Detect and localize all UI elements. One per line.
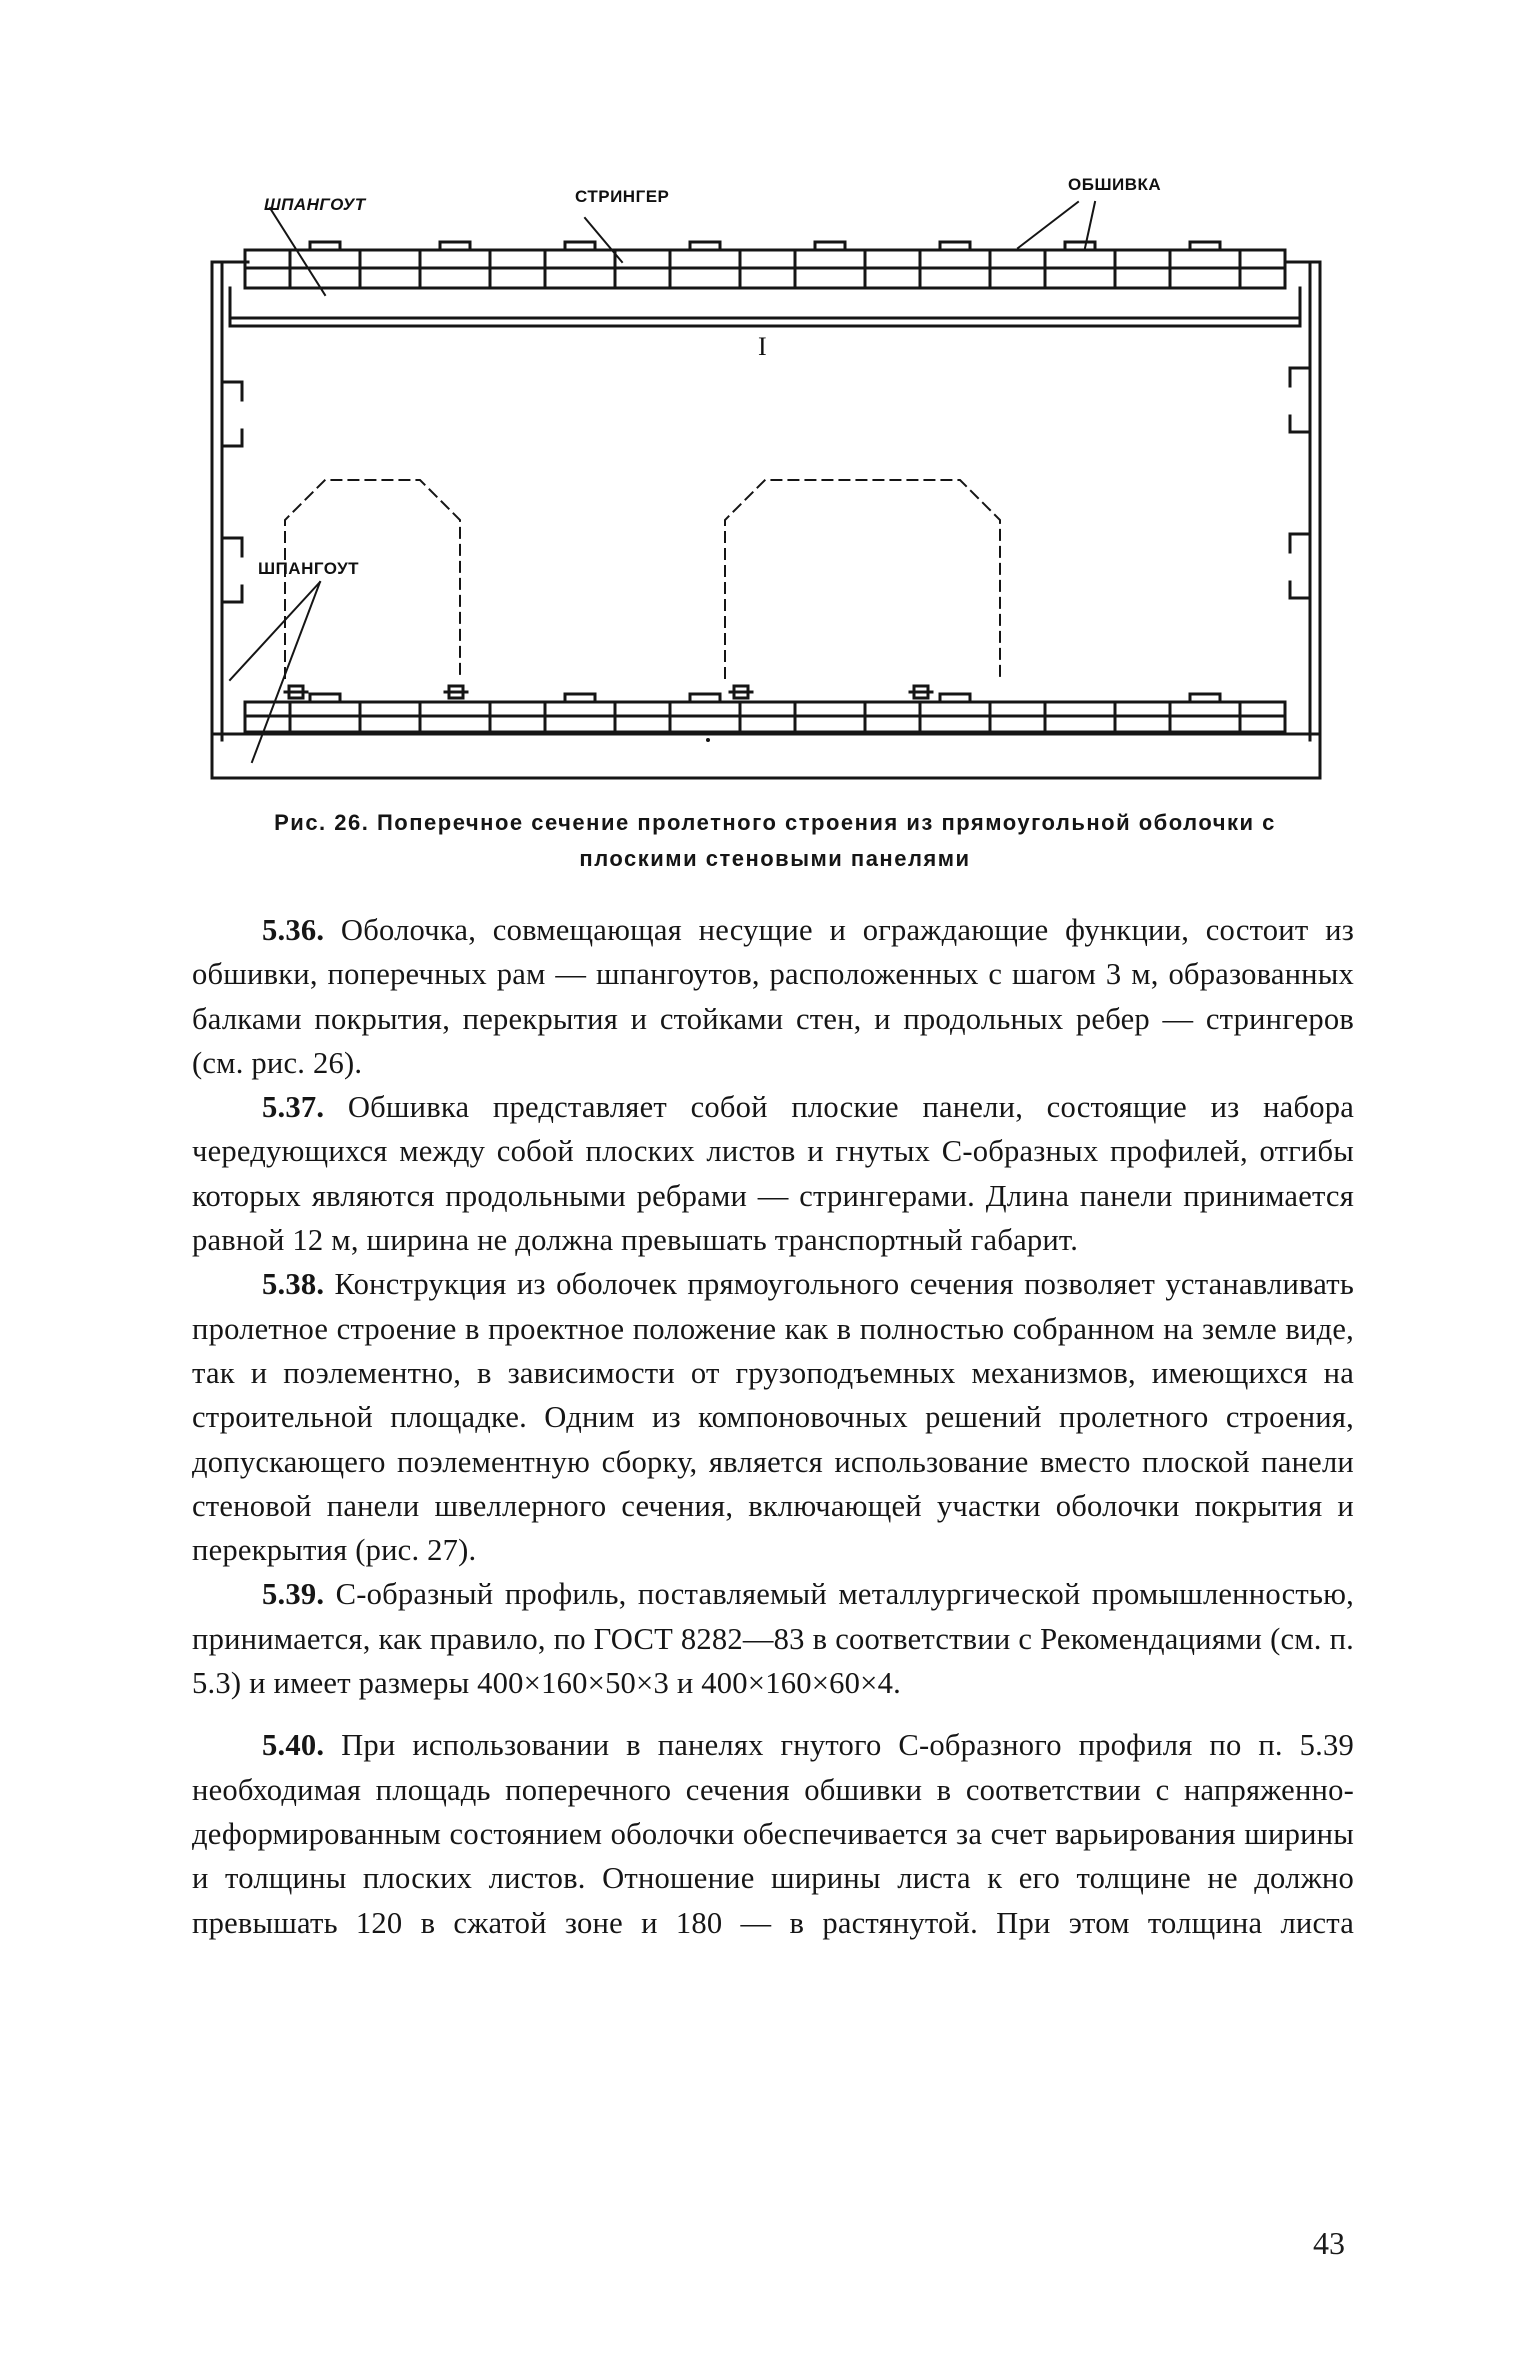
frame-label-top: ШПАНГОУТ (264, 195, 366, 214)
paragraph-text: Оболочка, совмещающая несущие и ограждающие функции, состоит из обшивки, поперечных рам — шпангоутов, расположенных с шагом 3 м, образованных балками покрытия, перекрытия и стойками стен, и продольных ребер — стрингеров (см. рис. 26). (192, 913, 1354, 1080)
paragraph-number: 5.36. (262, 913, 325, 947)
body-text (192, 908, 1354, 1945)
left-wall-profiles (222, 382, 242, 602)
paragraph-number: 5.40. (262, 1728, 325, 1763)
paragraph-number: 5.39. (262, 1577, 325, 1612)
figure-caption (230, 805, 1320, 877)
cross-section-figure (190, 150, 1350, 800)
paragraph-number: 5.37. (262, 1090, 325, 1125)
top-skin-panel (230, 250, 1300, 326)
center-dot (706, 738, 710, 742)
left-clearance-outline (285, 480, 460, 678)
bottom-skin-panel (245, 694, 1285, 732)
cross-section-drawing (190, 150, 1350, 800)
skin-label: ОБШИВКА (1068, 175, 1162, 194)
page-number: 43 (1313, 2225, 1345, 2261)
caption-line-1: Рис. 26. Поперечное сечение пролетного строения из прямоугольной оболочки с (274, 810, 1276, 835)
paragraph-text: При использовании в панелях гнутого С-образного профиля по п. 5.39 необходимая площадь поперечного сечения обшивки в соответствии с напряженно-деформированным состоянием оболочки обеспечивается за счет варьирования ширины и толщины плоских листов. Отношение ширины листа к его толщине не должно превышать 120 в сжатой зоне и 180 — в растянутой. При этом толщина листа (192, 1728, 1354, 1940)
paragraph-5-38 (192, 1262, 1354, 1572)
paragraph-number: 5.38. (262, 1267, 325, 1302)
right-clearance-outline (725, 480, 1000, 678)
paragraph-text: Обшивка представляет собой плоские панели, состоящие из набора чередующихся между собой плоских листов и гнутых С-образных профилей, отгибы которых являются продольными ребрами — стрингерами. Длина панели принимается равной 12 м, ширина не должна превышать транспортный габарит. (192, 1090, 1354, 1258)
rails (285, 686, 932, 698)
stringer-label: СТРИНГЕР (575, 187, 670, 206)
paragraph-text: С-образный профиль, поставляемый металлургической промышленностью, принимается, как правило, по ГОСТ 8282—83 в соответствии с Рекомендациями (см. п. 5.3) и имеет размеры 400×160×50×3 и 400×160×60×4. (192, 1577, 1354, 1701)
paragraph-5-39 (192, 1572, 1354, 1705)
right-wall-profiles (1290, 368, 1310, 598)
frame-label-side: ШПАНГОУТ (258, 559, 360, 578)
paragraph-text: Конструкция из оболочек прямоугольного сечения позволяет устанавливать пролетное строение в проектное положение как в полностью собранном на земле виде, так и поэлементно, в зависимости от грузоподъемных механизмов, имеющихся на строительной площадке. Одним из компоновочных решений пролетного строения, допускающего поэлементную сборку, является использование вместо плоской панели стеновой панели швеллерного сечения, включающей участки оболочки покрытия и перекрытия (рис. 27). (192, 1267, 1354, 1568)
paragraph-5-37 (192, 1085, 1354, 1262)
paragraph-5-40 (192, 1723, 1354, 1944)
paragraph-5-36 (192, 908, 1354, 1085)
beam-mark-label: I (758, 332, 768, 361)
caption-line-2: плоскими стеновыми панелями (579, 846, 971, 871)
